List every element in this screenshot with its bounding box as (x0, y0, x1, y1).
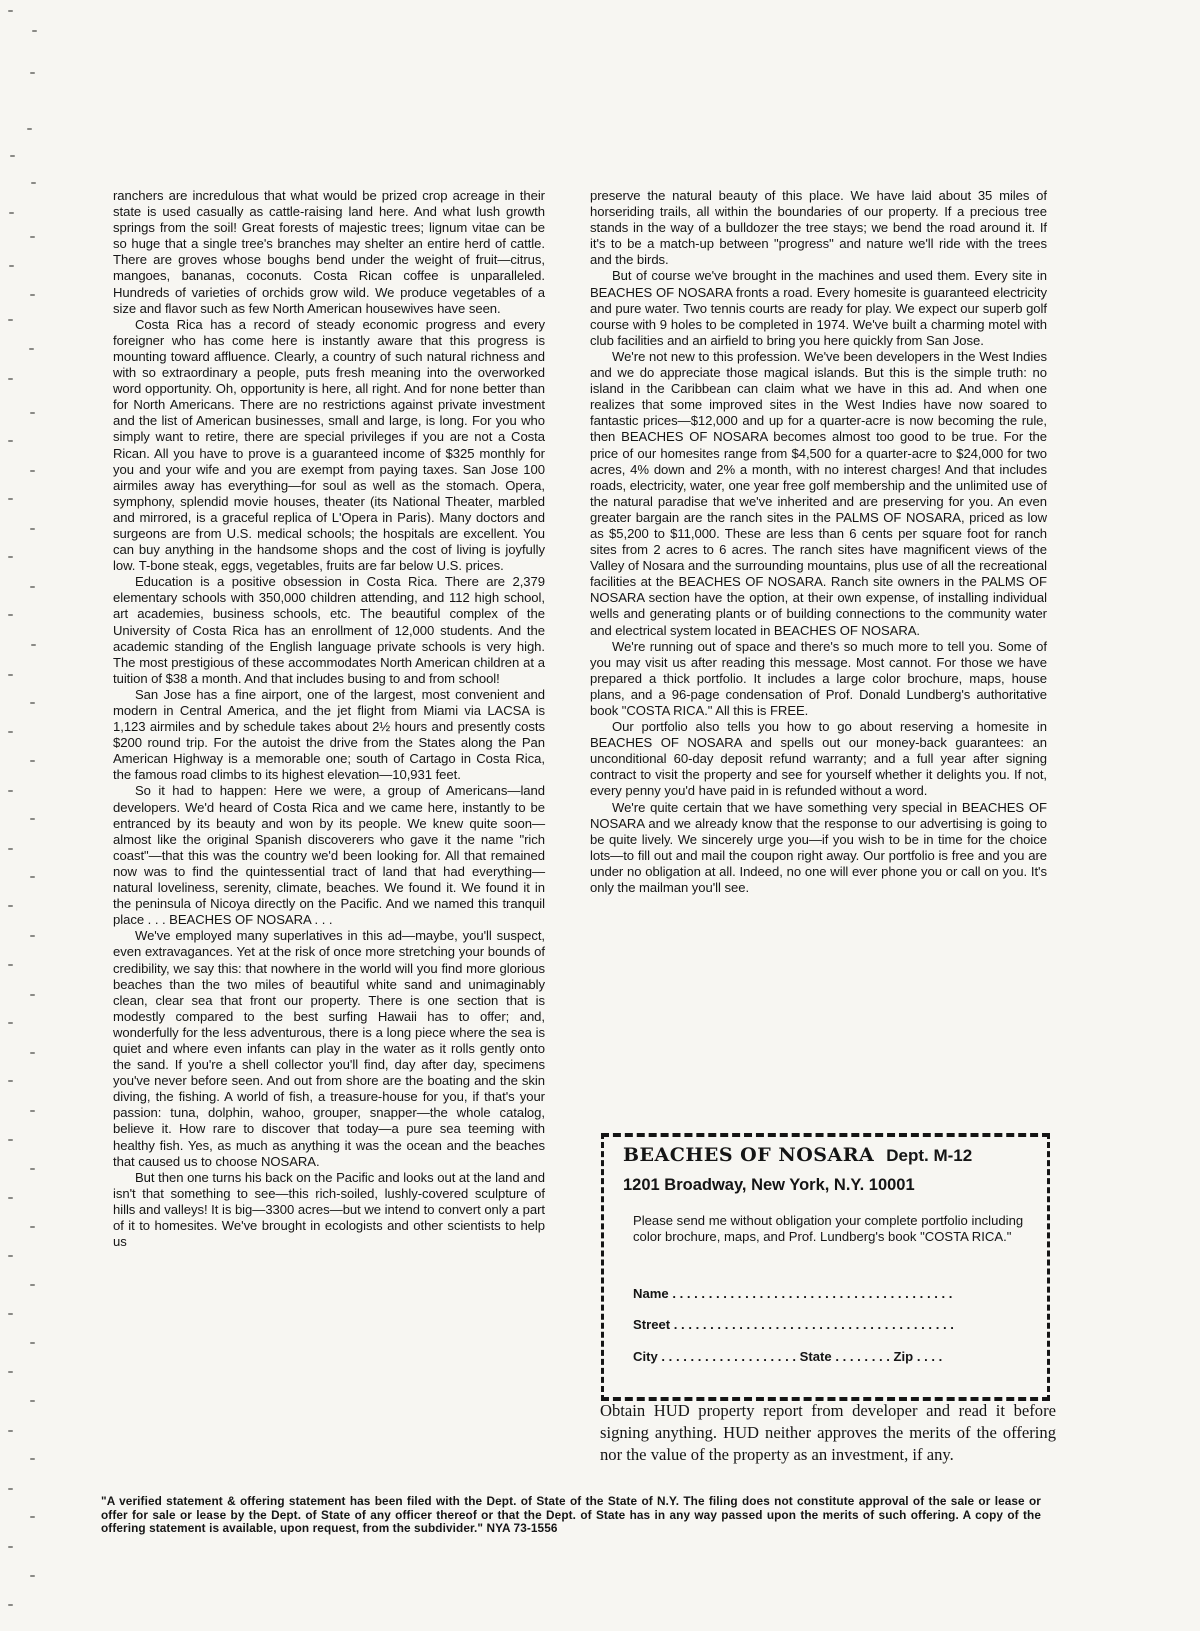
city-label: City (633, 1349, 658, 1364)
paragraph: We've employed many superlatives in this ad—maybe, you'll suspect, even extravagances. Yet at the risk of once more stretching your bounds of credibility, we say this: that nowhere in the world will you find more glorious beaches than the two miles of beautiful white sand and unimaginably clean, clear sea that front our property. There is one section that is modestly compared to the best surfing Hawaii has to offer; and, wonderfully for the less adventurous, there is a long piece where the sea is quiet and where even infants can play in the water as it rolls gently onto the sand. If you're a shell collector you'll find, day after day, specimens you've never before seen. And out from shore are the boating and the skin diving, the fishing. A world of fish, a treasure-house for you, if that's your passion: tuna, dolphin, wahoo, grouper, snapper—the whole catalog, believe it. How rare to discover that today—a pure sea teeming with healthy fish. Yes, as much as anything it was the ocean and the beaches that caused us to choose NOSARA. (113, 928, 545, 1169)
state-label: State (799, 1349, 832, 1364)
article-right-column (590, 188, 1047, 896)
coupon-company: BEACHES OF NOSARA (623, 1144, 875, 1166)
article-left-column (113, 188, 545, 1250)
name-field[interactable]: Name . . . . . . . . . . . . . . . . . . . . . . . . . . . . . . . . . . . . . . . (633, 1286, 953, 1301)
street-label: Street (633, 1317, 671, 1332)
binding-edge (0, 0, 50, 1631)
paragraph: So it had to happen: Here we were, a group of Americans—land developers. We'd heard of Costa Rica and we came here, instantly to be entranced by its beauty and won by its people. We knew quite soon—almost like the original Spanish discoverers who gave it the name "rich coast"—that this was the country we'd been looking for. All that remained now was to find the quintessential tract of land that had everything—natural loveliness, serenity, climate, beaches. We found it. We found it in the peninsula of Nicoya directly on the Pacific. And we named this tranquil place . . . BEACHES OF NOSARA . . . (113, 783, 545, 928)
coupon-address: 1201 Broadway, New York, N.Y. 10001 (623, 1176, 915, 1194)
paragraph: Costa Rica has a record of steady economic progress and every foreigner who has come here is instantly aware that this progress is mounting toward affluence. Clearly, a country of such natural richness and with so extraordinary a people, puts fresh meaning into the overworked word opportunity. Oh, opportunity is here, all right. And for none better than for North Americans. There are no restrictions against private investment and the list of American businesses, small and large, is long. For you who simply want to retire, there are special privileges if you are not a Costa Rican. All you have to prove is a guaranteed income of $325 monthly for you and your wife and you are exempt from paying taxes. San Jose 100 airmiles away has everything—for soul as well as the stomach. Opera, symphony, splendid movie houses, theater (its National Theater, marbled and mirrored, is a graceful replica of L'Opera in Paris). Many doctors and surgeons are from U.S. medical schools; the hospitals are excellent. You can buy anything in the handsome shops and the cost of living is joyfully low. T-bone steak, eggs, vegetables, fruits are far below U.S. prices. (113, 316, 545, 574)
paragraph: San Jose has a fine airport, one of the largest, most convenient and modern in Central America, and the jet flight from Miami via LACSA is 1,123 airmiles and by schedule takes about 2½ hours and presently costs $200 round trip. For the autoist the drive from the States along the Pan American Highway is a memorable one; south of Cartago in Costa Rica, the famous road climbs to its highest elevation—10,931 feet. (113, 686, 545, 783)
paragraph: But of course we've brought in the machines and used them. Every site in BEACHES OF NOSARA fronts a road. Every homesite is guaranteed electricity and pure water. Two tennis courts are ready for play. We expect our superb golf course with 9 holes to be completed in 1974. We've built a charming motel with club facilities and an airfield to bring you here quickly from San Jose. (590, 268, 1047, 348)
coupon-title (623, 1144, 972, 1166)
coupon-request-text: Please send me without obligation your complete portfolio including color brochure, maps, and Prof. Lundberg's book "COSTA RICA." (633, 1213, 1024, 1245)
paragraph: Our portfolio also tells you how to go about reserving a homesite in BEACHES OF NOSARA and spells out our money-back guarantees: an unconditional 60-day deposit refund warranty; and a full year after signing contract to visit the property and see for yourself whether it delights you. If not, every penny you'd have paid in is refunded without a word. (590, 719, 1047, 799)
paragraph: We're quite certain that we have something very special in BEACHES OF NOSARA and we already know that the response to our advertising is going to be quite lively. We sincerely urge you—if you wish to be in time for the choice lots—to fill out and mail the coupon right away. Our portfolio is free and you are under no obligation at all. Indeed, no one will ever phone you or call on you. It's only the mailman you'll see. (590, 799, 1047, 896)
paragraph: ranchers are incredulous that what would be prized crop acreage in their state is used casually as cattle-raising land here. And what lush growth springs from the soil! Great forests of majestic trees; lignum vitae can be so huge that a single tree's branches may shelter an entire herd of cattle. There are groves whose boughs bend under the weight of fruit—citrus, mangoes, bananas, coconuts. Costa Rican coffee is unparalleled. Hundreds of varieties of orchids grow wild. We produce vegetables of a size and flavor such as few North American housewives have seen. (113, 188, 545, 316)
legal-disclaimer: "A verified statement & offering statement has been filed with the Dept. of State of the State of N.Y. The filing does not constitute approval of the sale or lease or offer for sale or lease by the Dept. of State of any officer thereof or that the Dept. of State has in any way passed upon the merits of such offering. A copy of the offering statement is available, upon request, from the subdivider." NYA 73-1556 (101, 1494, 1041, 1536)
coupon-dept: Dept. M-12 (886, 1146, 973, 1165)
paragraph: preserve the natural beauty of this place. We have laid about 35 miles of horseriding trails, all within the boundaries of our property. If a precious tree stands in the way of a bulldozer the tree stays; we bend the road around it. If it's to be a match-up between "progress" and nature we'll ride with the trees and the birds. (590, 188, 1047, 268)
hud-notice: Obtain HUD property report from developer and read it before signing anything. HUD neither approves the merits of the offering nor the value of the property as an investment, if any. (600, 1401, 1056, 1464)
street-field[interactable]: Street . . . . . . . . . . . . . . . . . . . . . . . . . . . . . . . . . . . . . . . (633, 1317, 954, 1332)
paragraph: We're not new to this profession. We've been developers in the West Indies and we do appreciate those magical islands. But this is the simple truth: no island in the Caribbean can claim what we have in this ad. And when one realizes that some improved sites in the West Indies have now soared to fantastic prices—$12,000 and up for a quarter-acre is now becoming the rule, then BEACHES OF NOSARA becomes almost too good to be true. For the price of our homesites range from $4,500 for a quarter-acre to $24,000 for two acres, 4% down and 2% a month, with no interest charges! And that includes roads, electricity, water, one year free golf membership and the unlimited use of the natural paradise that we've inherited and are preserving for you. An even greater bargain are the ranch sites in the PALMS OF NOSARA, priced as low as $5,200 to $11,000. These are less than 6 cents per square foot for ranch sites from 2 acres to 6 acres. The ranch sites have magnificent views of the Valley of Nosara and the surrounding mountains, plus use of all the recreational facilities at the BEACHES OF NOSARA. Ranch site owners in the PALMS OF NOSARA section have the option, at their own expense, of installing individual wells and generating plants or of building connections to the community water and electrical system located in BEACHES OF NOSARA. (590, 348, 1047, 638)
zip-label: Zip (893, 1349, 914, 1364)
paragraph: We're running out of space and there's so much more to tell you. Some of you may visit us after reading this message. Most cannot. For those we have prepared a thick portfolio. It includes a large color brochure, maps, house plans, and a 96-page condensation of Prof. Donald Lundberg's authoritative book "COSTA RICA." All this is FREE. (590, 638, 1047, 718)
order-coupon[interactable] (601, 1133, 1050, 1401)
city-state-zip-field[interactable]: City . . . . . . . . . . . . . . . . . . . State . . . . . . . . Zip . . . . (633, 1349, 943, 1364)
name-label: Name (633, 1286, 669, 1301)
paragraph: Education is a positive obsession in Costa Rica. There are 2,379 elementary schools with 350,000 children attending, and 112 high school, art academies, business schools, etc. The beautiful complex of the University of Costa Rica has an enrollment of 12,000 students. And the academic standing of the English language private schools is very high. The most prestigious of these accommodates North American children at a tuition of $38 a month. And that includes busing to and from school! (113, 574, 545, 686)
paragraph: But then one turns his back on the Pacific and looks out at the land and isn't that something to see—this rich-soiled, lushly-covered sculpture of hills and valleys! It is big—3300 acres—but we intend to convert only a part of it to homesites. We've brought in ecologists and other scientists to help us (113, 1169, 545, 1250)
